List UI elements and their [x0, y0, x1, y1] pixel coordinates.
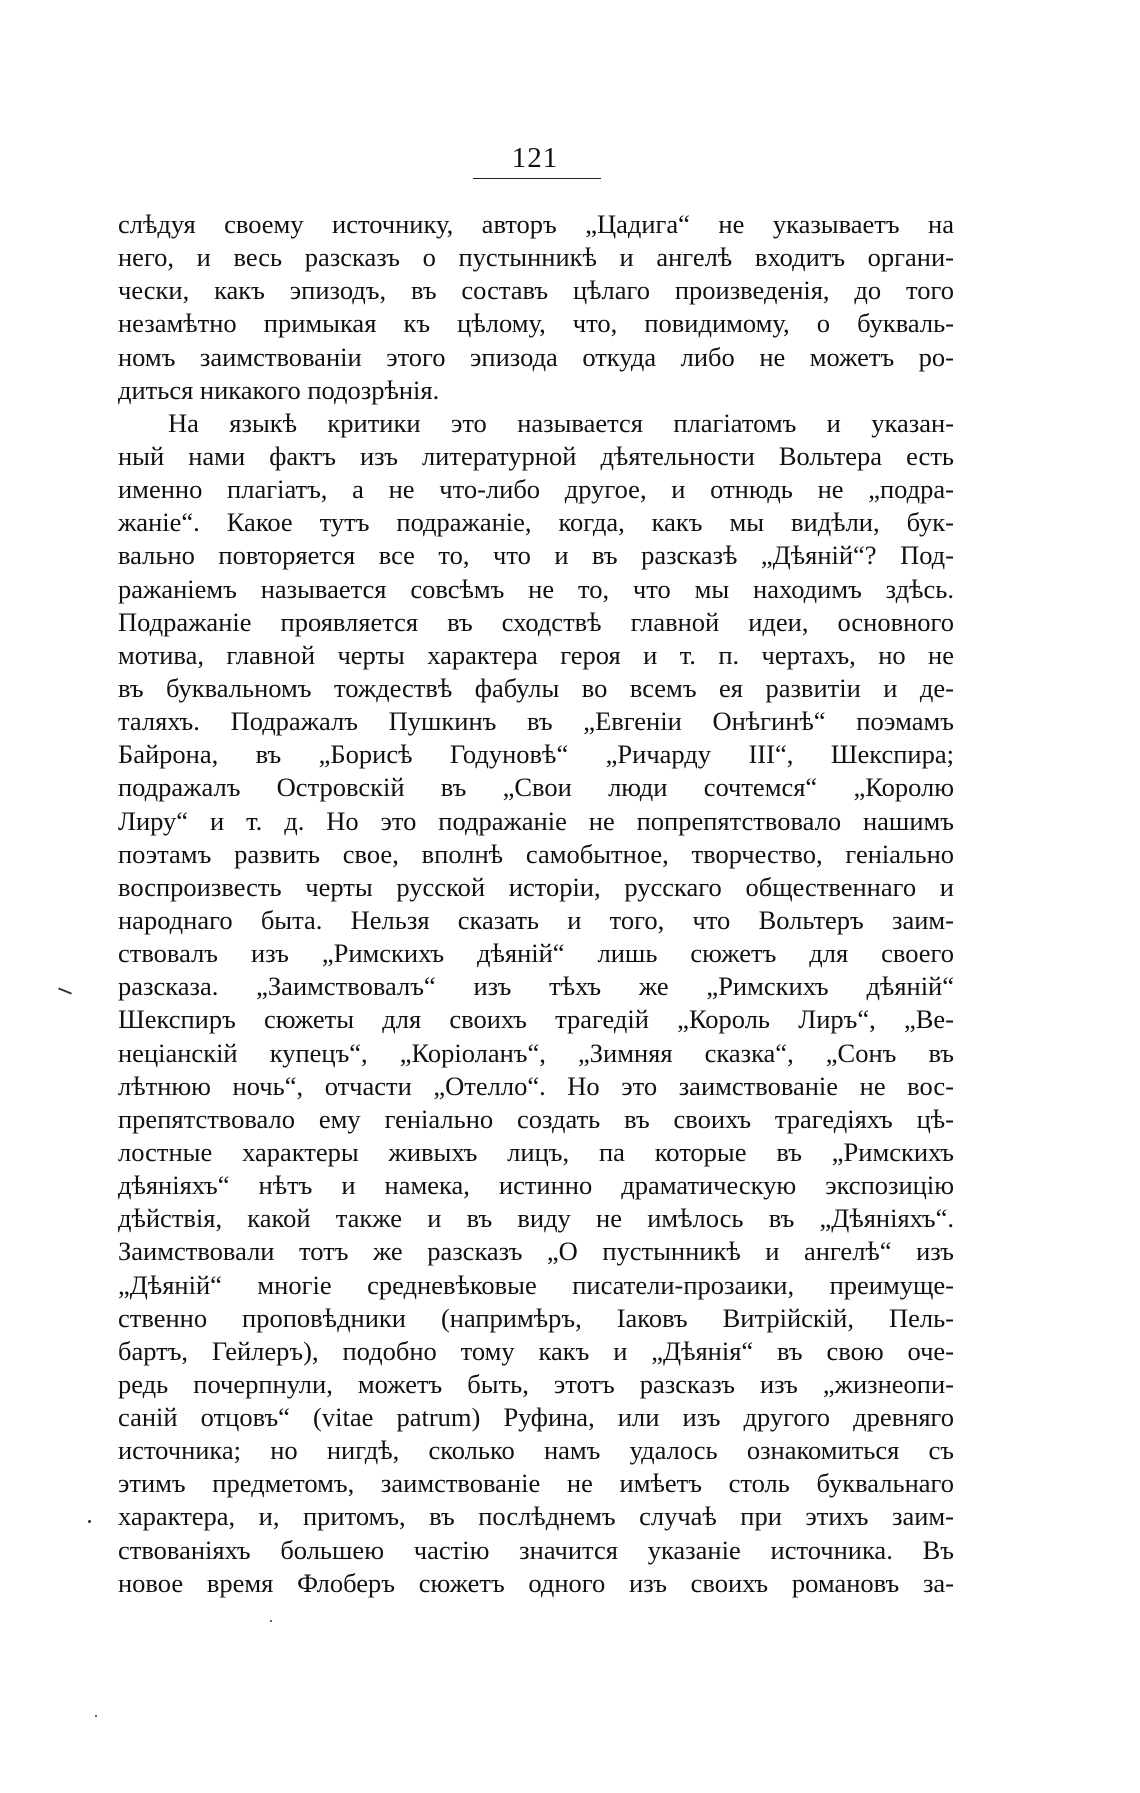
text-line: Лиру“ и т. д. Но это подражаніе не попрепятствовало нашимъ: [118, 805, 954, 836]
text-line: разсказа. „Заимствовалъ“ изъ тѣхъ же „Римскихъ дѣяній“: [118, 971, 954, 1002]
text-line: него, и весь разсказъ о пустынникѣ и ангелѣ входитъ органи-: [118, 242, 954, 273]
text-line: дѣйствія, какой также и въ виду не имѣлось въ „Дѣяніяхъ“.: [118, 1203, 954, 1234]
text-line: саній отцовъ“ (vitae patrum) Руфина, или изъ другого древняго: [118, 1402, 954, 1433]
text-line: ствованіяхъ большею частію значится указаніе источника. Въ: [118, 1534, 954, 1565]
margin-speck: [95, 1715, 97, 1717]
page-number: 121: [511, 142, 559, 174]
text-line: бартъ, Гейлеръ), подобно тому какъ и „Дѣянія“ въ свою оче-: [118, 1335, 954, 1366]
text-line: мотива, главной черты характера героя и т. п. чертахъ, но не: [118, 639, 954, 670]
text-line: диться никакого подозрѣнія.: [118, 374, 440, 405]
text-line: поэтамъ развить свое, вполнѣ самобытное, творчество, геніально: [118, 838, 954, 869]
text-line: жаніе“. Какое тутъ подражаніе, когда, какъ мы видѣли, бук-: [118, 507, 954, 538]
text-line: редь почерпнули, можетъ быть, этотъ разсказъ изъ „жизнеопи-: [118, 1368, 954, 1399]
text-line: лѣтнюю ночь“, отчасти „Отелло“. Но это заимствованіе не вос-: [118, 1070, 954, 1101]
text-line: слѣдуя своему источнику, авторъ „Цадига“ не указываетъ на: [118, 209, 954, 239]
text-line: ражаніемъ называется совсѣмъ не то, что мы находимъ здѣсь.: [118, 573, 954, 604]
text-line: Подражаніе проявляется въ сходствѣ главной идеи, основного: [118, 606, 954, 637]
text-line: характера, и, притомъ, въ послѣднемъ случаѣ при этихъ заим-: [118, 1501, 954, 1532]
margin-pencil-mark: [58, 987, 72, 994]
margin-speck: [270, 1620, 272, 1622]
text-line: воспроизвесть черты русской исторіи, русскаго общественнаго и: [118, 871, 954, 902]
text-line: народнаго быта. Нельзя сказать и того, что Вольтеръ заим-: [118, 904, 954, 935]
text-line: ствовалъ изъ „Римскихъ дѣяній“ лишь сюжетъ для своего: [118, 938, 954, 969]
text-line: незамѣтно примыкая къ цѣлому, что, повидимому, о букваль-: [118, 308, 954, 339]
text-line: именно плагіатъ, а не что-либо другое, и отнюдь не „подра-: [118, 474, 954, 505]
text-line: препятствовало ему геніально создать въ своихъ трагедіяхъ цѣ-: [118, 1103, 954, 1134]
text-line: лостные характеры живыхъ лицъ, па которые въ „Римскихъ: [118, 1136, 954, 1167]
text-line: „Дѣяній“ многіе средневѣковые писатели-прозаики, преимуще-: [118, 1269, 954, 1300]
text-line: этимъ предметомъ, заимствованіе не имѣетъ столь буквальнаго: [118, 1468, 954, 1499]
text-line: въ буквальномъ тождествѣ фабулы во всемъ ея развитіи и де-: [118, 672, 954, 703]
text-line: вально повторяется все то, что и въ разсказѣ „Дѣяній“? Под-: [118, 540, 954, 571]
text-line: Шекспиръ сюжеты для своихъ трагедій „Король Лиръ“, „Ве-: [118, 1004, 954, 1035]
text-line: подражалъ Островскій въ „Свои люди сочтемся“ „Королю: [118, 772, 954, 803]
body-text: [118, 208, 954, 1600]
text-line: новое время Флоберъ сюжетъ одного изъ своихъ романовъ за-: [118, 1567, 954, 1598]
text-line: источника; но нигдѣ, сколько намъ удалось ознакомиться съ: [118, 1435, 954, 1466]
text-line: Байрона, въ „Борисѣ Годуновѣ“ „Ричарду III“, Шекспира;: [118, 739, 954, 770]
text-line: неціанскій купецъ“, „Коріоланъ“, „Зимняя сказка“, „Сонъ въ: [118, 1037, 954, 1068]
header-rule: [473, 178, 601, 179]
text-line: Заимствовали тотъ же разсказъ „О пустынникѣ и ангелѣ“ изъ: [118, 1236, 954, 1267]
margin-speck: [88, 1520, 91, 1523]
text-line: ственно проповѣдники (напримѣръ, Іаковъ Витрійскій, Пель-: [118, 1302, 954, 1333]
text-line: На языкѣ критики это называется плагіатомъ и указан-: [168, 407, 954, 438]
text-line: ный нами фактъ изъ литературной дѣятельности Вольтера есть: [118, 440, 954, 471]
text-line: таляхъ. Подражалъ Пушкинъ въ „Евгеніи Онѣгинѣ“ поэмамъ: [118, 706, 954, 737]
text-line: чески, какъ эпизодъ, въ составъ цѣлаго произведенія, до того: [118, 275, 954, 306]
text-line: дѣяніяхъ“ нѣтъ и намека, истинно драматическую экспозицію: [118, 1170, 954, 1201]
text-line: номъ заимствованіи этого эпизода откуда либо не можетъ ро-: [118, 341, 954, 372]
